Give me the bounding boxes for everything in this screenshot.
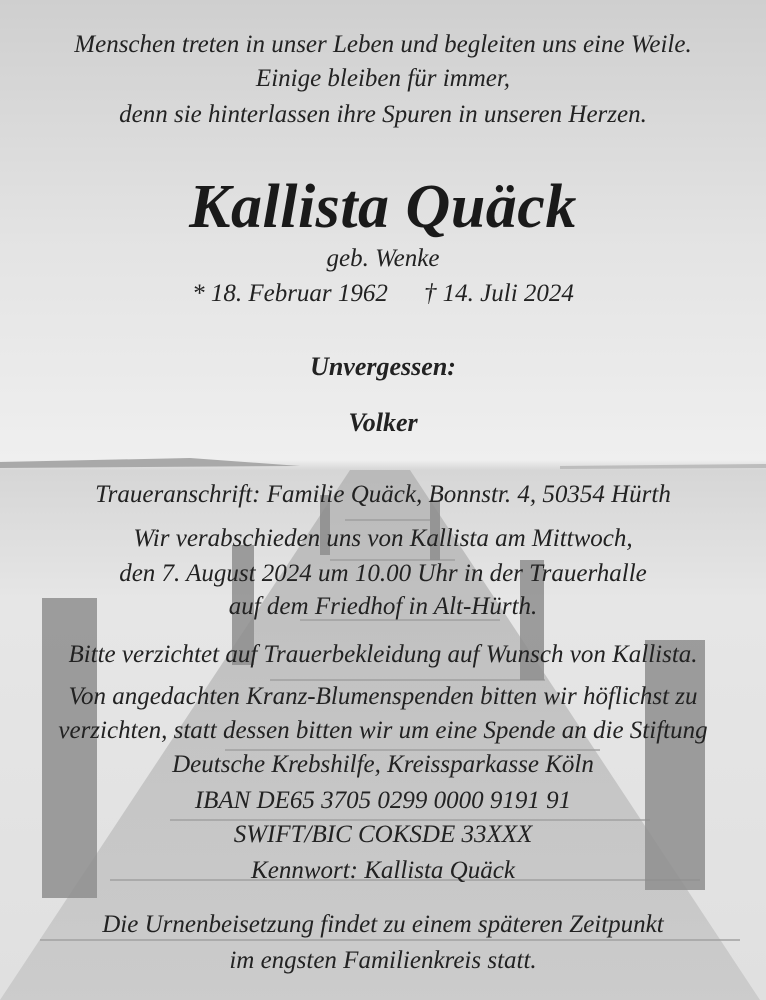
- donation-line-2: verzichten, statt dessen bitten wir um eine Spende an die Stiftung: [58, 717, 708, 744]
- birth-date: * 18. Februar 1962: [192, 280, 388, 307]
- unforgotten-heading: Unvergessen:: [310, 352, 456, 381]
- maiden-name: geb. Wenke: [326, 245, 440, 272]
- mourning-address: Traueranschrift: Familie Quäck, Bonnstr. 4, 50354 Hürth: [95, 481, 671, 508]
- donation-line-3: Deutsche Krebshilfe, Kreissparkasse Köln: [172, 751, 594, 778]
- motto-line-2: Einige bleiben für immer,: [255, 65, 511, 92]
- deceased-name: Kallista Quäck: [189, 173, 577, 241]
- donation-bic: SWIFT/BIC COKSDE 33XXX: [233, 821, 533, 848]
- motto-line-1: Menschen treten in unser Leben und begleiten uns eine Weile.: [74, 31, 692, 58]
- farewell-line-3: auf dem Friedhof in Alt-Hürth.: [228, 593, 538, 620]
- life-dates: [0, 279, 766, 309]
- burial-line-2: im engsten Familienkreis statt.: [229, 947, 537, 974]
- donation-line-1: Von angedachten Kranz-Blumenspenden bitten wir höflichst zu: [68, 683, 698, 710]
- burial-line-1: Die Urnenbeisetzung findet zu einem späteren Zeitpunkt: [102, 911, 664, 938]
- donation-iban: IBAN DE65 3705 0299 0000 9191 91: [194, 787, 572, 814]
- farewell-line-1: Wir verabschieden uns von Kallista am Mittwoch,: [133, 525, 633, 552]
- donation-keyword: Kennwort: Kallista Quäck: [251, 857, 515, 884]
- mourner-name: Volker: [348, 408, 418, 437]
- farewell-line-2: den 7. August 2024 um 10.00 Uhr in der Trauerhalle: [119, 560, 647, 587]
- death-date: † 14. Juli 2024: [423, 280, 574, 307]
- dress-note: Bitte verzichtet auf Trauerbekleidung auf Wunsch von Kallista.: [68, 641, 698, 668]
- motto-line-3: denn sie hinterlassen ihre Spuren in unseren Herzen.: [119, 101, 647, 128]
